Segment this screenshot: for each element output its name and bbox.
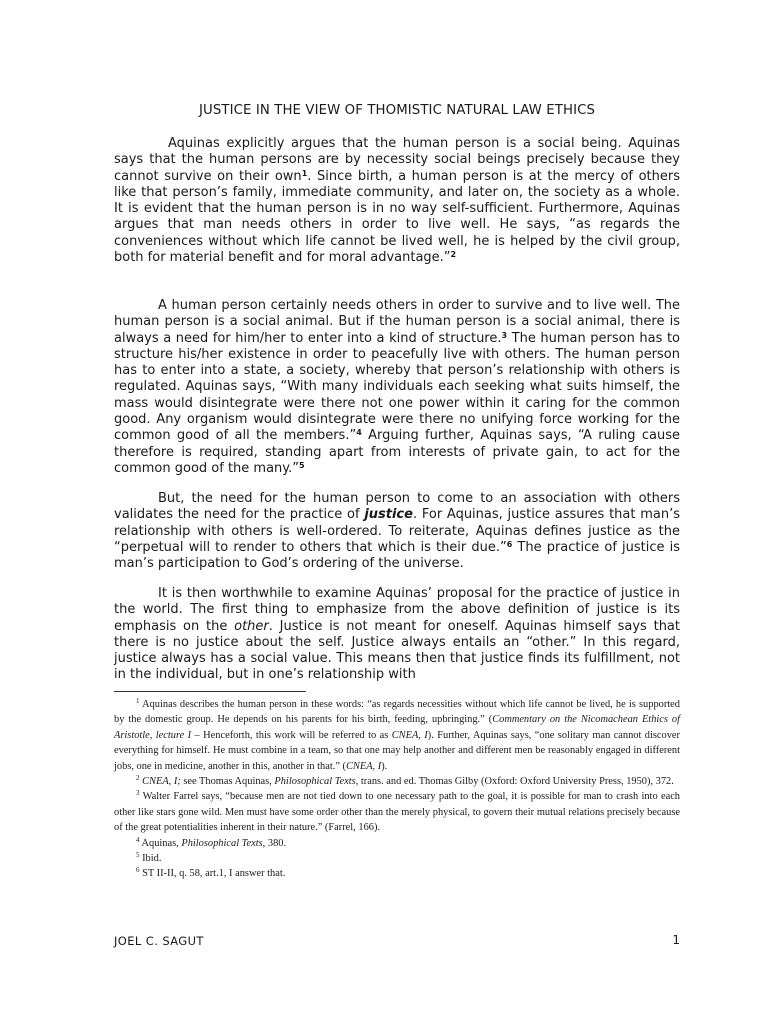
paragraph-4-text-b: . Justice is not meant for oneself. Aquinas himself says that there is no justice about the self. Justice always entails an “other.” In this regard, justice always has a social value. This means then that justice finds its fulfillment, not in the individual, but in one’s relationship with bbox=[114, 618, 680, 683]
footnote-6-number: 6 bbox=[136, 866, 140, 875]
footnote-ref-4: 4 bbox=[356, 428, 362, 438]
footnote-1-abbr-2: CNEA, I bbox=[346, 760, 382, 772]
footnote-2-text-b: , trans. and ed. Thomas Gilby (Oxford: Oxford University Press, 1950), 372. bbox=[355, 776, 674, 788]
paragraph-3-text-a: But, the need for the human person to come to an association with others validates the need for the practice of bbox=[114, 491, 680, 523]
footnote-4-text-b: , 380. bbox=[262, 837, 287, 849]
document-title: JUSTICE IN THE VIEW OF THOMISTIC NATURAL LAW ETHICS bbox=[198, 103, 596, 118]
emphasis-justice: justice bbox=[364, 507, 413, 523]
footnote-ref-6: 6 bbox=[506, 539, 513, 549]
footnote-2-number: 2 bbox=[136, 774, 140, 783]
footnote-3-text: Walter Farrel says, “because men are not tied down to one necessary path to the goal, it is possible for man to crash into each other like stars gone wild. Men must have some order other than the merely physical, to govern their mutual relations precisely because of the great potentialities inherent in their nature.” (Farrel, 166). bbox=[114, 791, 680, 834]
footnote-5 bbox=[114, 851, 680, 866]
footnote-ref-2: 2 bbox=[450, 250, 457, 260]
paragraph-4-text-a: It is then worthwhile to examine Aquinas’ proposal for the practice of justice in the world. The first thing to emphasize from the above definition of justice is its emphasis on the bbox=[114, 586, 680, 634]
footnote-1-abbr-1: CNEA, I bbox=[391, 729, 428, 741]
footnote-4-title: Philosophical Texts bbox=[181, 837, 263, 849]
footnote-5-number: 5 bbox=[136, 851, 140, 860]
footnotes bbox=[114, 697, 680, 882]
paragraph-3-text-b: . For Aquinas, justice assures that man’s relationship with others is well-ordered. To reiterate, Aquinas defines justice as the “perpetual will to render to others that which is their due.” bbox=[114, 507, 680, 555]
footnote-4 bbox=[114, 836, 680, 851]
paragraph-1-text-a: Aquinas explicitly argues that the human person is a social being. Aquinas says that the human persons are by necessity social beings precisely because they cannot survive on their own bbox=[114, 136, 680, 184]
footnote-1-title: Commentary on the Nicomachean Ethics of Aristotle, lecture I bbox=[114, 714, 680, 741]
footnote-5-text: Ibid. bbox=[139, 853, 162, 865]
footnote-6-text: ST II-II, q. 58, art.1, I answer that. bbox=[139, 868, 286, 880]
paragraph-1-text-b: . Since birth, a human person is at the mercy of others like that person’s family, immediate community, and later on, the society as a whole. It is evident that the human person is in no way self-sufficient. Furthermore, Aquinas argues that man needs others in order to live well. He says, “as regards the conveniences without which life cannot be lived well, he is helped by the civil group, both for material benefit and for moral advantage.” bbox=[114, 168, 680, 266]
footnote-ref-1: 1 bbox=[301, 168, 308, 178]
footnote-ref-5: 5 bbox=[299, 460, 305, 470]
page-number: 1 bbox=[672, 933, 680, 947]
paragraph-2 bbox=[114, 298, 680, 477]
footnote-ref-3: 3 bbox=[501, 330, 508, 340]
paragraph-2-text-c: Arguing further, Aquinas says, “A ruling cause therefore is required, standing apart from interests of private gain, to act for the common good of the many.” bbox=[114, 428, 680, 476]
paragraph-2-text-a: A human person certainly needs others in order to survive and to live well. The human person is a social animal. But if the human person is a social animal, there is always a need for him/her to enter into a kind of structure. bbox=[114, 298, 680, 346]
footnote-3-number: 3 bbox=[136, 789, 140, 798]
paragraph-3-text-c: The practice of justice is man’s participation to God’s ordering of the universe. bbox=[114, 539, 680, 572]
footnote-2-title: Philosophical Texts bbox=[274, 776, 356, 788]
footnote-2 bbox=[114, 774, 680, 789]
footnote-1 bbox=[114, 697, 680, 774]
footnote-6 bbox=[114, 866, 680, 881]
emphasis-other: other bbox=[234, 618, 269, 634]
footnote-2-text-a: see Thomas Aquinas, bbox=[180, 776, 275, 788]
footnote-2-abbr: CNEA, I; bbox=[142, 776, 181, 788]
footnote-1-text-b: – Henceforth, this work will be referred to as bbox=[191, 729, 392, 741]
footnote-4-text-a: Aquinas, bbox=[139, 837, 182, 849]
footnote-1-text-a: Aquinas describes the human person in these words: “as regards necessities without which life cannot be lived, he is supported by the domestic group. He depends on his parents for his birth, feeding, upbringing.” ( bbox=[114, 699, 680, 726]
footnote-1-text-c: ). Further, Aquinas says, “one solitary man cannot discover everything for himself. He must combine in a team, so that one may help another and different men be reasonably engaged in different jobs, one in medicine, another in this, another in that.” ( bbox=[114, 729, 680, 772]
paragraph-2-text-b: The human person has to structure his/her existence in order to peacefully live with others. The human person has to enter into a state, a society, whereby that person’s relationship with others is regulated. Aquinas says, “With many individuals each seeking what suits himself, the mass would disintegrate were there not one power within it caring for the common good. Any organism would disintegrate were there no unifying force working for the common good of all the members.” bbox=[114, 330, 680, 444]
footnote-3 bbox=[114, 789, 680, 835]
footnote-separator bbox=[114, 691, 306, 692]
footnote-1-number: 1 bbox=[136, 697, 140, 705]
footnote-1-text-d: ). bbox=[381, 760, 388, 772]
paragraph-3 bbox=[114, 491, 680, 572]
paragraph-4 bbox=[114, 586, 680, 684]
footnote-4-number: 4 bbox=[136, 835, 140, 844]
footer-author: JOEL C. SAGUT bbox=[114, 934, 204, 948]
paragraph-1 bbox=[114, 136, 680, 266]
